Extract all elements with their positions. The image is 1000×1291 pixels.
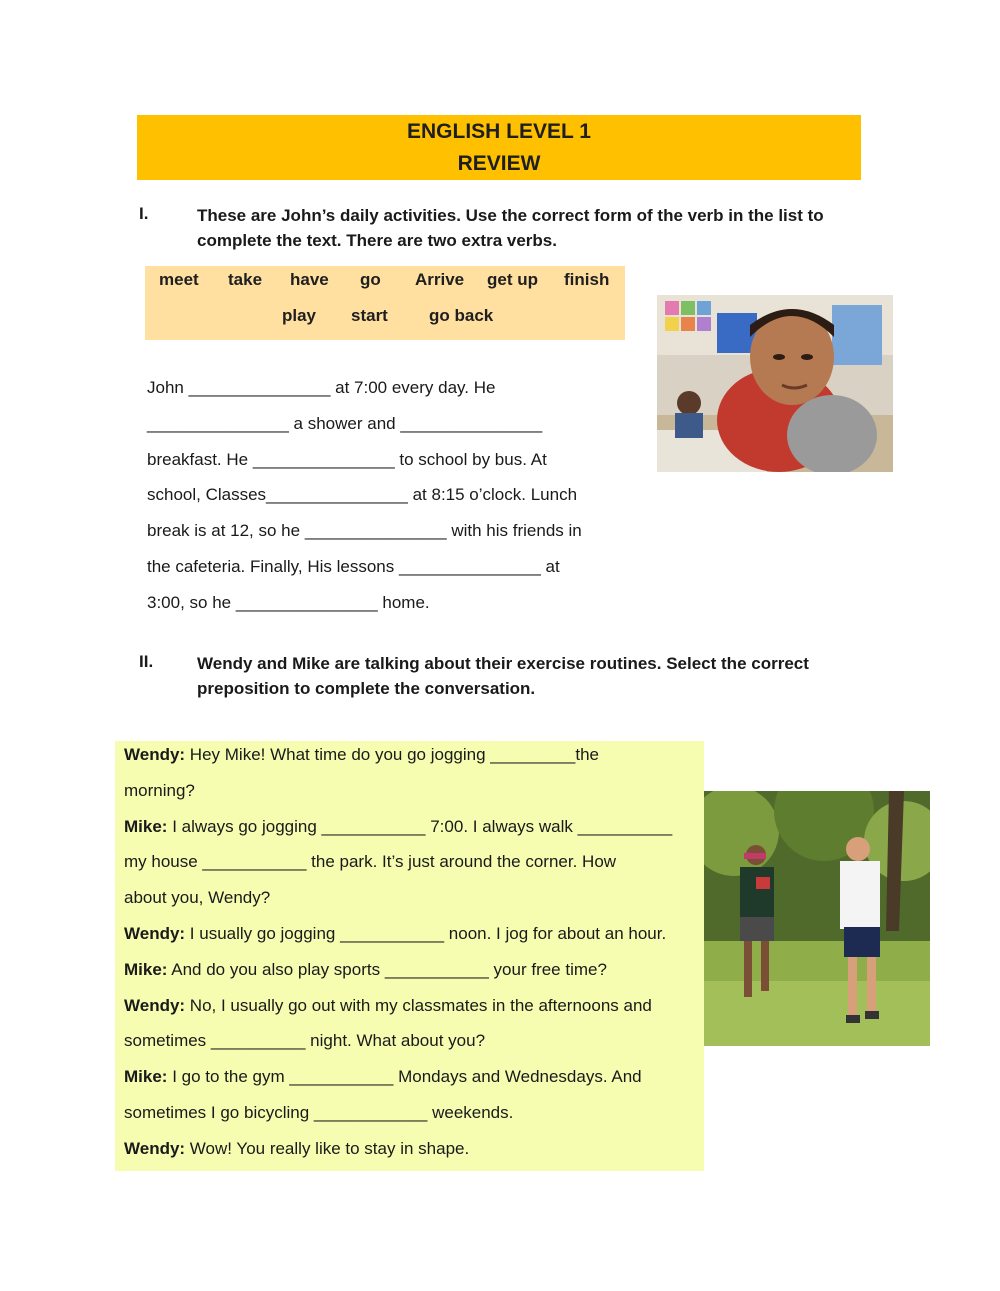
paragraph-line: 3:00, so he _______________ home. [147, 592, 430, 612]
john-paragraph [147, 370, 617, 621]
speaker: Wendy: [124, 923, 186, 943]
title-line-1: ENGLISH LEVEL 1 [407, 120, 591, 143]
speaker: Wendy: [124, 995, 186, 1015]
verb-item: start [351, 306, 388, 325]
dialogue-line [124, 880, 704, 916]
verb-item: go back [429, 306, 494, 325]
line-text: morning? [124, 780, 195, 800]
dialogue-line [124, 737, 704, 773]
section-2-number: II. [139, 652, 154, 671]
line-text: I go to the gym ___________ Mondays and Wednesdays. And [167, 1067, 642, 1087]
section-2-instruction: Wendy and Mike are talking about their exercise routines. Select the correct preposition to complete the conversation. [197, 654, 809, 698]
dialogue-line [124, 952, 704, 988]
paragraph-line: _______________ a shower and _______________ [147, 413, 543, 433]
dialogue-line [124, 1131, 704, 1167]
line-text: sometimes I go bicycling ____________ weekends. [124, 1102, 514, 1122]
line-text: I always go jogging ___________ 7:00. I always walk __________ [167, 816, 673, 836]
paragraph-line: breakfast. He _______________ to school by bus. At [147, 449, 547, 469]
line-text: about you, Wendy? [124, 888, 271, 908]
speaker: Mike: [124, 959, 168, 979]
speaker: Wendy: [124, 1138, 186, 1158]
dialogue-line [124, 844, 704, 880]
paragraph-line: John _______________ at 7:00 every day. He [147, 378, 496, 397]
verb-item: get up [487, 270, 538, 289]
title-banner [137, 115, 861, 180]
dialogue-line [124, 1023, 704, 1059]
dialogue-line [124, 809, 704, 845]
line-text: sometimes __________ night. What about you? [124, 1031, 486, 1051]
verb-item: have [290, 270, 329, 289]
dialogue-line [124, 1059, 704, 1095]
verb-item: finish [564, 270, 610, 289]
line-text: I usually go jogging ___________ noon. I jog for about an hour. [185, 923, 667, 943]
line-text: No, I usually go out with my classmates in the afternoons and [185, 995, 652, 1015]
verb-item: Arrive [415, 270, 465, 289]
dialogue-line [124, 1095, 704, 1131]
section-1-instruction: These are John’s daily activities. Use the correct form of the verb in the list to complete the text. There are two extra verbs. [197, 206, 824, 250]
section-1-number: I. [139, 204, 149, 223]
verb-item: go [360, 270, 381, 289]
line-text: Wow! You really like to stay in shape. [185, 1138, 470, 1158]
speaker: Wendy: [124, 745, 186, 764]
dialogue-line [124, 916, 704, 952]
paragraph-line: break is at 12, so he _______________ with his friends in [147, 521, 582, 541]
title-line-2: REVIEW [457, 152, 541, 175]
line-text: Hey Mike! What time do you go jogging _________the [185, 745, 600, 764]
speaker: Mike: [124, 1067, 168, 1087]
paragraph-line: school, Classes_______________ at 8:15 o’clock. Lunch [147, 485, 578, 505]
line-text: my house ___________ the park. It’s just around the corner. How [124, 852, 617, 872]
dialogue-line [124, 773, 704, 809]
conversation [124, 737, 704, 1167]
verb-bank [145, 266, 625, 340]
verb-item: take [228, 270, 263, 289]
joggers-photo [704, 791, 930, 1046]
speaker: Mike: [124, 816, 168, 836]
dialogue-line [124, 988, 704, 1024]
line-text: And do you also play sports ___________ your free time? [167, 959, 607, 979]
paragraph-line: the cafeteria. Finally, His lessons _______________ at [147, 556, 560, 576]
verb-item: meet [159, 270, 199, 289]
boy-classroom-photo [657, 295, 893, 472]
verb-item: play [282, 306, 317, 325]
